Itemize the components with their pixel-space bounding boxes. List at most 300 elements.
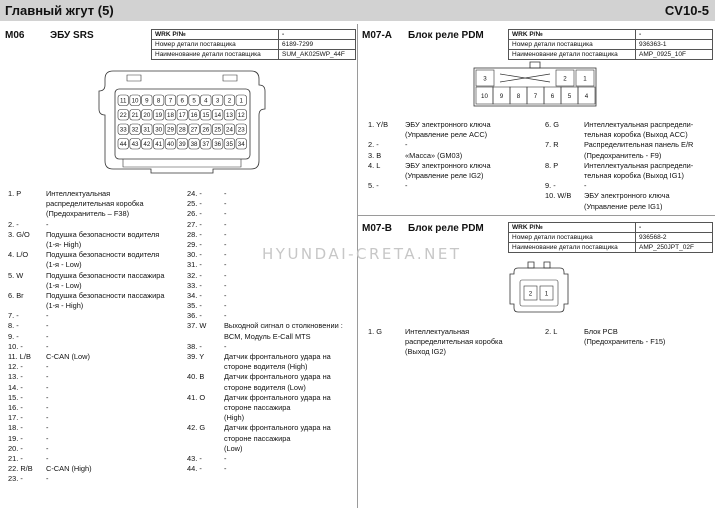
pin-number: 12. - xyxy=(8,362,23,372)
m07b-connector-diagram xyxy=(506,258,576,318)
pin-description: (Управление реле ACC) xyxy=(405,130,488,140)
pin-description: - xyxy=(46,382,49,392)
pin-number: 43. - xyxy=(187,453,202,463)
svg-text:21: 21 xyxy=(131,112,139,120)
pin-row xyxy=(545,191,715,201)
connector-pin xyxy=(224,110,235,121)
connector-pin xyxy=(236,95,247,106)
svg-text:39: 39 xyxy=(178,141,186,149)
svg-text:13: 13 xyxy=(226,112,233,120)
pin-description: распределительная коробка xyxy=(405,337,503,347)
m06-id: M06 xyxy=(5,30,25,41)
pin-description: (Управление реле IG1) xyxy=(584,201,663,211)
pin-description: - xyxy=(224,301,227,311)
connector-pin xyxy=(527,87,544,104)
pin-number: 20. - xyxy=(8,443,23,453)
connector-pin xyxy=(153,139,164,150)
pin-number: 11. L/B xyxy=(8,352,31,361)
pin-number: 33. - xyxy=(187,280,202,290)
pin-number: 41. O xyxy=(187,392,206,402)
svg-text:6: 6 xyxy=(180,97,184,105)
svg-text:1: 1 xyxy=(583,75,587,83)
pin-description: стороне пассажира xyxy=(224,433,291,443)
connector-pin xyxy=(130,95,141,106)
pin-description: Подушка безопасности водителя xyxy=(46,250,160,260)
pin-row xyxy=(187,393,357,403)
connector-pin xyxy=(165,139,176,150)
connector-key-mark xyxy=(500,74,550,82)
svg-text:33: 33 xyxy=(119,126,127,134)
pin-row xyxy=(8,209,188,219)
pin-number: 6. G xyxy=(545,120,559,129)
pin-description: - xyxy=(405,140,408,150)
connector-pin xyxy=(130,124,141,135)
column-divider xyxy=(357,24,358,508)
m07b-info-table: WRK P/№ - Номер детали поставщика 936568-2 Наименование детали поставщика AMP_250JPT_02F xyxy=(508,222,713,253)
pin-row xyxy=(8,199,188,209)
pin-row xyxy=(187,281,357,291)
pin-number: 10. - xyxy=(8,341,23,351)
connector-pin xyxy=(476,87,493,104)
pin-row xyxy=(8,220,188,230)
pin-description: Подушка безопасности пассажира xyxy=(46,270,165,280)
m07a-pin-list-2 xyxy=(545,120,715,212)
svg-text:9: 9 xyxy=(499,92,504,100)
svg-text:35: 35 xyxy=(226,141,233,149)
pin-row xyxy=(8,332,188,342)
connector-pin xyxy=(189,95,200,106)
pin-description: «Масса» (GM03) xyxy=(405,150,463,160)
svg-text:4: 4 xyxy=(584,92,589,100)
svg-text:7: 7 xyxy=(168,97,173,105)
pin-row xyxy=(187,220,357,230)
pin-number: 38. - xyxy=(187,341,202,351)
pin-description: - xyxy=(224,189,227,198)
svg-text:38: 38 xyxy=(190,141,198,149)
pin-description: - xyxy=(46,362,49,372)
svg-text:6: 6 xyxy=(550,92,555,100)
pin-row xyxy=(545,120,715,130)
pin-row xyxy=(8,321,188,331)
pin-row xyxy=(8,281,188,291)
pin-row xyxy=(8,474,188,484)
pin-description: (High) xyxy=(224,413,245,423)
connector-pin xyxy=(153,95,164,106)
connector-pin xyxy=(201,139,212,150)
pin-row xyxy=(187,372,357,382)
pin-number: 3. G/O xyxy=(8,229,30,239)
connector-pin xyxy=(153,110,164,121)
section-divider xyxy=(358,215,715,216)
pin-number: 16. - xyxy=(8,402,23,412)
pin-description: - xyxy=(224,209,227,219)
svg-text:3: 3 xyxy=(483,75,487,83)
svg-text:16: 16 xyxy=(190,112,198,120)
pin-number: 36. - xyxy=(187,311,202,321)
pin-row xyxy=(368,347,548,357)
pin-row xyxy=(545,202,715,212)
pin-row xyxy=(8,311,188,321)
pin-number: 30. - xyxy=(187,250,202,260)
svg-text:2: 2 xyxy=(227,97,232,105)
svg-text:4: 4 xyxy=(204,97,208,105)
connector-pin xyxy=(177,139,188,150)
pin-description: ЭБУ электронного ключа xyxy=(584,191,670,201)
svg-text:43: 43 xyxy=(131,141,139,149)
pin-row xyxy=(8,271,188,281)
pin-row xyxy=(8,291,188,301)
pin-description: - xyxy=(224,290,227,300)
pin-number: 3. B xyxy=(368,150,382,160)
pin-number: 15. - xyxy=(8,392,23,402)
pin-row xyxy=(187,301,357,311)
m07a-name: Блок реле PDM xyxy=(408,30,484,41)
m07b-pin-list-1 xyxy=(368,327,548,358)
pin-row xyxy=(8,464,188,474)
connector-pin xyxy=(177,110,188,121)
svg-text:41: 41 xyxy=(155,141,163,149)
pin-row xyxy=(187,230,357,240)
pin-row xyxy=(8,413,188,423)
connector-pin xyxy=(524,286,537,300)
pin-row xyxy=(8,342,188,352)
pin-row xyxy=(545,327,715,337)
pin-row xyxy=(368,327,548,337)
pin-row xyxy=(187,362,357,372)
pin-description: - xyxy=(46,474,49,484)
pin-row xyxy=(8,240,188,250)
connector-pin xyxy=(556,70,574,86)
pin-row xyxy=(545,161,715,171)
connector-pin xyxy=(224,139,235,150)
pin-row xyxy=(8,189,188,199)
svg-text:1: 1 xyxy=(544,290,549,298)
pin-number: 6. Br xyxy=(8,290,24,300)
pin-row xyxy=(8,362,188,372)
svg-text:8: 8 xyxy=(516,92,521,100)
pin-row xyxy=(8,423,188,433)
pin-description: - xyxy=(224,260,227,270)
pin-number: 9. - xyxy=(8,331,19,341)
m07b-pin-list-2 xyxy=(545,327,715,347)
pin-description: - xyxy=(46,443,49,453)
connector-pin xyxy=(476,70,494,86)
m07a-connector-diagram xyxy=(470,60,605,112)
svg-text:5: 5 xyxy=(567,92,572,100)
svg-text:18: 18 xyxy=(167,112,174,120)
svg-text:29: 29 xyxy=(167,126,174,134)
connector-pin xyxy=(142,110,153,121)
pin-row xyxy=(187,464,357,474)
pin-description: - xyxy=(224,453,227,463)
pin-number: 14. - xyxy=(8,382,23,392)
connector-pin xyxy=(224,124,235,135)
pin-description: - xyxy=(224,239,227,249)
pin-row xyxy=(368,181,548,191)
svg-text:36: 36 xyxy=(214,141,222,149)
connector-pin xyxy=(130,139,141,150)
svg-text:8: 8 xyxy=(156,97,161,105)
connector-pin xyxy=(165,110,176,121)
pin-description: ЭБУ электронного ключа xyxy=(405,120,491,129)
pin-description: - xyxy=(46,433,49,443)
pin-number: 29. - xyxy=(187,239,202,249)
pin-description: - xyxy=(224,341,227,351)
connector-pin xyxy=(142,124,153,135)
connector-pin xyxy=(189,110,200,121)
pin-number: 2. L xyxy=(545,327,558,336)
connector-pin xyxy=(212,139,223,150)
connector-pin xyxy=(142,139,153,150)
pin-row xyxy=(368,161,548,171)
pin-number: 23. - xyxy=(8,474,23,484)
connector-pin xyxy=(177,124,188,135)
pin-row xyxy=(368,120,548,130)
m07a-info-table: WRK P/№ - Номер детали поставщика 936363-1 Наименование детали поставщика AMP_0925_10F xyxy=(508,29,713,60)
pin-number: 2. - xyxy=(368,140,379,150)
pin-row xyxy=(368,130,548,140)
pin-number: 40. B xyxy=(187,372,205,382)
pin-description: - xyxy=(224,250,227,260)
connector-pin xyxy=(561,87,578,104)
pin-row xyxy=(545,151,715,161)
svg-text:40: 40 xyxy=(167,141,174,149)
pin-row xyxy=(545,140,715,150)
pin-row xyxy=(8,454,188,464)
pin-number: 19. - xyxy=(8,433,23,443)
pin-description: (1-я - Low) xyxy=(46,280,82,290)
pin-row xyxy=(187,311,357,321)
pin-description: стороне пассажира xyxy=(224,402,291,412)
pin-number: 44. - xyxy=(187,464,202,474)
svg-text:7: 7 xyxy=(533,92,538,100)
pin-number: 22. R/B xyxy=(8,464,33,474)
connector-pin xyxy=(177,95,188,106)
pin-description: Подушка безопасности водителя xyxy=(46,229,160,239)
pin-description: - xyxy=(46,413,49,423)
svg-text:17: 17 xyxy=(178,112,186,120)
pin-description: - xyxy=(46,321,49,331)
pin-row xyxy=(187,332,357,342)
pin-description: ЭБУ электронного ключа xyxy=(405,160,491,170)
pin-description: - xyxy=(224,464,227,474)
svg-text:15: 15 xyxy=(202,112,210,120)
pin-number: 37. W xyxy=(187,321,207,331)
connector-pin xyxy=(510,87,527,104)
watermark: HYUNDAI-CRETA.NET xyxy=(262,245,462,263)
pin-description: - xyxy=(224,219,227,229)
m06-info-table: WRK P/№ - Номер детали поставщика 6189-7299 Наименование детали поставщика SUM_AK025WP_44F xyxy=(151,29,356,60)
connector-pin xyxy=(118,124,129,135)
pin-description: - xyxy=(584,181,587,191)
pin-description: (1-я - High) xyxy=(46,301,84,311)
pin-row xyxy=(368,140,548,150)
pin-number: 1. P xyxy=(8,189,22,198)
pin-description: C-CAN (Low) xyxy=(46,352,90,361)
pin-row xyxy=(187,271,357,281)
pin-description: Интеллектуальная распредели- xyxy=(584,120,694,129)
pin-row xyxy=(187,352,357,362)
pin-description: BCM, Модуль E-Call MTS xyxy=(224,331,311,341)
pin-description: (Выход IG2) xyxy=(405,347,447,357)
pin-row xyxy=(8,403,188,413)
pin-description: тельная коробка (Выход IG1) xyxy=(584,170,685,180)
pin-description: - xyxy=(46,423,49,433)
pin-description: Датчик фронтального удара на xyxy=(224,423,331,433)
connector-pin xyxy=(165,95,176,106)
connector-pin xyxy=(142,95,153,106)
pin-description: (Предохранитель - F9) xyxy=(584,150,662,160)
pin-row xyxy=(8,444,188,454)
pin-row xyxy=(187,189,357,199)
pin-description: стороне водителя (Low) xyxy=(224,382,306,392)
svg-text:9: 9 xyxy=(145,97,149,105)
connector-pin xyxy=(236,139,247,150)
pin-row xyxy=(368,151,548,161)
svg-text:22: 22 xyxy=(119,112,127,120)
m07b-name: Блок реле PDM xyxy=(408,223,484,234)
pin-description: Интеллектуальная распредели- xyxy=(584,160,694,170)
pin-row xyxy=(187,413,357,423)
pin-number: 42. G xyxy=(187,423,206,433)
connector-pin xyxy=(201,124,212,135)
pin-number: 27. - xyxy=(187,219,202,229)
pin-description: Датчик фронтального удара на xyxy=(224,352,331,361)
pin-number: 4. L/O xyxy=(8,250,29,260)
pin-description: Датчик фронтального удара на xyxy=(224,392,331,402)
pin-row xyxy=(8,393,188,403)
pin-row xyxy=(187,403,357,413)
svg-text:24: 24 xyxy=(226,126,233,134)
connector-pin xyxy=(118,110,129,121)
pin-number: 5. W xyxy=(8,270,24,280)
pin-description: - xyxy=(46,311,49,321)
pin-description: Выходной сигнал о столкновении : xyxy=(224,321,343,331)
connector-pin xyxy=(201,110,212,121)
connector-pin xyxy=(212,110,223,121)
svg-text:12: 12 xyxy=(237,112,245,120)
pin-description: стороне водителя (High) xyxy=(224,362,308,372)
connector-pin xyxy=(544,87,561,104)
pin-row xyxy=(187,321,357,331)
pin-description: (1-я - Low) xyxy=(46,260,82,270)
pin-row xyxy=(187,444,357,454)
connector-pin xyxy=(212,124,223,135)
pin-row xyxy=(8,250,188,260)
pin-row xyxy=(8,301,188,311)
pin-description: (Управление реле IG2) xyxy=(405,170,484,180)
pin-number: 18. - xyxy=(8,423,23,433)
svg-text:10: 10 xyxy=(131,97,139,105)
svg-text:5: 5 xyxy=(192,97,196,105)
m06-name: ЭБУ SRS xyxy=(50,30,94,41)
pin-number: 5. - xyxy=(368,181,379,191)
connector-pin xyxy=(493,87,510,104)
pin-number: 4. L xyxy=(368,160,381,170)
pin-row xyxy=(8,372,188,382)
pin-number: 7. - xyxy=(8,311,19,321)
pin-row xyxy=(8,260,188,270)
pin-number: 26. - xyxy=(187,209,202,219)
pin-number: 31. - xyxy=(187,260,202,270)
pin-description: - xyxy=(46,331,49,341)
connector-pin xyxy=(189,124,200,135)
pin-description: - xyxy=(405,181,408,191)
m06-pin-list-2 xyxy=(187,189,357,474)
pin-row xyxy=(545,181,715,191)
m06-connector-diagram xyxy=(95,63,270,175)
pin-row xyxy=(187,209,357,219)
pin-description: тельная коробка (Выход ACC) xyxy=(584,130,688,140)
pin-description: - xyxy=(46,341,49,351)
pin-description: (1-я- High) xyxy=(46,239,82,249)
connector-pin xyxy=(224,95,235,106)
svg-text:1: 1 xyxy=(239,97,243,105)
connector-pin xyxy=(189,139,200,150)
svg-text:23: 23 xyxy=(237,126,245,134)
pin-number: 34. - xyxy=(187,290,202,300)
connector-pin xyxy=(578,87,595,104)
pin-description: C-CAN (High) xyxy=(46,464,92,474)
pin-row xyxy=(8,352,188,362)
pin-number: 13. - xyxy=(8,372,23,382)
pin-description: - xyxy=(46,372,49,382)
pin-description: - xyxy=(46,219,49,229)
connector-pin xyxy=(153,124,164,135)
pin-row xyxy=(545,337,715,347)
svg-text:42: 42 xyxy=(143,141,151,149)
pin-row xyxy=(187,342,357,352)
pin-number: 1. Y/B xyxy=(368,120,388,129)
pin-row xyxy=(187,291,357,301)
pin-row xyxy=(187,454,357,464)
pin-description: Подушка безопасности пассажира xyxy=(46,290,165,300)
svg-text:25: 25 xyxy=(214,126,222,134)
connector-pin xyxy=(540,286,553,300)
pin-number: 32. - xyxy=(187,270,202,280)
m07b-id: M07-B xyxy=(362,223,393,234)
svg-text:3: 3 xyxy=(215,97,220,105)
pin-description: - xyxy=(224,270,227,280)
m07a-id: M07-A xyxy=(362,30,393,41)
pin-number: 1. G xyxy=(368,327,382,336)
svg-text:30: 30 xyxy=(155,126,163,134)
pin-row xyxy=(368,337,548,347)
svg-text:28: 28 xyxy=(178,126,186,134)
svg-text:26: 26 xyxy=(202,126,210,134)
pin-number: 35. - xyxy=(187,301,202,311)
page-title: Главный жгут (5) xyxy=(5,3,114,18)
pin-row xyxy=(8,230,188,240)
connector-pin xyxy=(130,110,141,121)
connector-pin xyxy=(118,95,129,106)
connector-pin xyxy=(165,124,176,135)
connector-pin xyxy=(201,95,212,106)
pin-row xyxy=(368,171,548,181)
svg-text:44: 44 xyxy=(119,141,127,149)
svg-text:32: 32 xyxy=(131,126,139,134)
pin-description: Датчик фронтального удара на xyxy=(224,372,331,382)
svg-text:19: 19 xyxy=(155,112,163,120)
svg-text:31: 31 xyxy=(143,126,151,134)
pin-description: - xyxy=(46,392,49,402)
m06-pin-list-1 xyxy=(8,189,188,484)
pin-number: 25. - xyxy=(187,199,202,209)
connector-pin xyxy=(236,124,247,135)
pin-description: - xyxy=(46,453,49,463)
pin-description: - xyxy=(224,311,227,321)
pin-description: Блок PCB xyxy=(584,327,618,336)
